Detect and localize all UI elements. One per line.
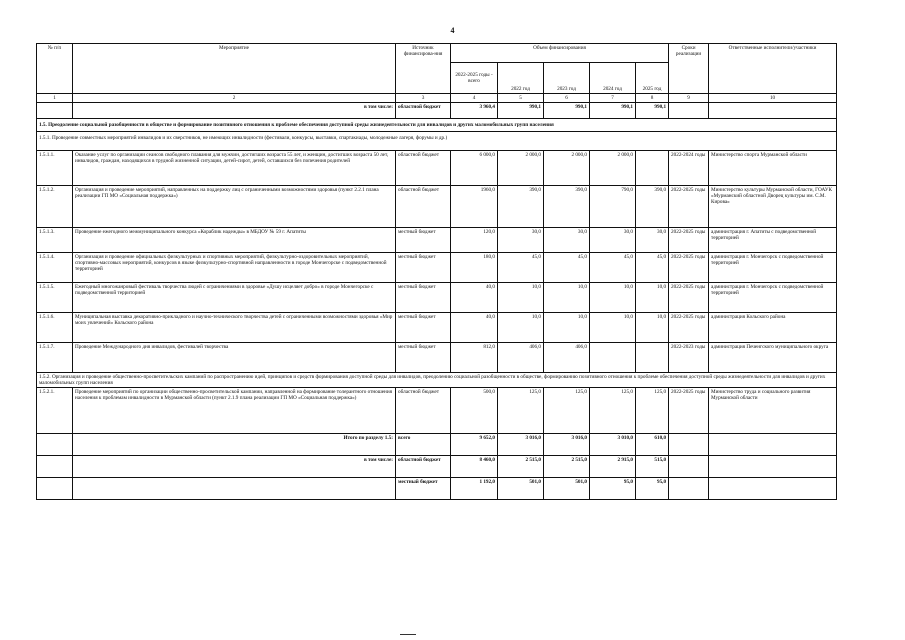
summary-total: 3 960,4 xyxy=(451,103,498,119)
header-row-1 xyxy=(37,44,837,63)
row-2024: 10,0 xyxy=(590,282,636,312)
totals-total: 9 652,0 xyxy=(451,434,498,456)
header-responsible: Ответственные исполнители/участники xyxy=(709,44,837,94)
row-terms: 2022-2023 годы xyxy=(669,342,709,372)
row-2023: 10,0 xyxy=(544,312,590,342)
row-2024: 2 000,0 xyxy=(590,150,636,185)
table-row xyxy=(37,185,837,227)
row-responsible: Министерство культуры Мурманской области, ГОАУК «Мурманский областной Дворец культуры им. С.М. Кирова» xyxy=(709,185,837,227)
col-number: 8 xyxy=(636,94,669,103)
row-source: местный бюджет xyxy=(396,342,451,372)
row-2025 xyxy=(636,150,669,185)
totals-empty xyxy=(669,456,709,478)
row-responsible: администрация г. Мончегорск с подведомственной территорией xyxy=(709,252,837,282)
row-terms: 2022-2025 годы xyxy=(669,282,709,312)
row-2022: 45,0 xyxy=(498,252,544,282)
row-2024: 30,0 xyxy=(590,227,636,252)
table-row xyxy=(37,282,837,312)
row-terms: 2022-2025 годы xyxy=(669,388,709,434)
summary-source: областной бюджет xyxy=(396,103,451,119)
totals-source: местный бюджет xyxy=(396,478,451,500)
totals-empty xyxy=(669,434,709,456)
row-number: 1.5.1.3. xyxy=(37,227,73,252)
subsection-heading: 1.5.1. Проведение совместных мероприятий инвалидов и их сверстников, не имеющих инвалидности (фестивали, конкурсы, выставки, спартакиады, молодежные лагеря, форумы и др.) xyxy=(37,132,837,150)
header-2024: 2024 год xyxy=(590,63,636,94)
col-number: 6 xyxy=(544,94,590,103)
summary-2024: 990,1 xyxy=(590,103,636,119)
row-number: 1.5.1.4. xyxy=(37,252,73,282)
totals-row xyxy=(37,456,837,478)
row-event: Оказание услуг по организации сеансов свободного плавания для мужчин, достигших возраста 55 лет, и женщин, достигших возраста 50 лет, инвалидов, граждан, находящихся в трудной жизненной ситуации, детей-сирот, детей, оставшихся без попечения родителей xyxy=(73,150,396,185)
subsection-heading: 1.5.2. Организация и проведение общественно-просветительских кампаний по распространению идей, принципов и средств формирования доступной среды для инвалидов, преодолению социальной разобщенности в обществе, формированию позитивного отношения к проблеме обеспечения доступной среды жизнедеятельности для инвалидов и других маломобильных групп населения xyxy=(37,372,837,387)
col-number: 2 xyxy=(73,94,396,103)
header-terms: Сроки реализации xyxy=(669,44,709,94)
summary-2022: 990,1 xyxy=(498,103,544,119)
row-responsible: администрация г. Апатиты с подведомственной территорией xyxy=(709,227,837,252)
row-2024: 10,0 xyxy=(590,312,636,342)
row-2023: 10,0 xyxy=(544,282,590,312)
col-number: 10 xyxy=(709,94,837,103)
totals-empty xyxy=(669,478,709,500)
subsection-heading-row xyxy=(37,132,837,150)
row-source: местный бюджет xyxy=(396,227,451,252)
row-event: Проведение мероприятий по организации общественно-просветительской кампании, направленной на формирование толерантного отношения населения к проблемам инвалидности в Мурманской области (пункт 2.1.9 плана реализации ГП МО «Социальная поддержка») xyxy=(73,388,396,434)
row-responsible: Министерство труда и социального развития Мурманской области xyxy=(709,388,837,434)
row-2022: 30,0 xyxy=(498,227,544,252)
row-terms: 2022-2025 годы xyxy=(669,312,709,342)
totals-2023: 2 515,0 xyxy=(544,456,590,478)
totals-2022: 501,0 xyxy=(498,478,544,500)
row-total: 40,0 xyxy=(451,312,498,342)
row-total: 6 000,0 xyxy=(451,150,498,185)
totals-2023: 3 016,0 xyxy=(544,434,590,456)
header-total: 2022-2025 годы - всего xyxy=(451,63,498,94)
row-2023: 30,0 xyxy=(544,227,590,252)
col-number: 9 xyxy=(669,94,709,103)
row-total: 1960,0 xyxy=(451,185,498,227)
row-source: областной бюджет xyxy=(396,150,451,185)
row-event: Проведение Международного дня инвалидов, фестивалей творчества xyxy=(73,342,396,372)
table-row xyxy=(37,227,837,252)
row-total: 120,0 xyxy=(451,227,498,252)
row-2023: 125,0 xyxy=(544,388,590,434)
row-source: местный бюджет xyxy=(396,282,451,312)
row-number: 1.5.1.6. xyxy=(37,312,73,342)
footer-mark xyxy=(400,634,416,635)
row-2022: 125,0 xyxy=(498,388,544,434)
row-terms: 2022-2025 годы xyxy=(669,227,709,252)
row-2022: 2 000,0 xyxy=(498,150,544,185)
row-event: Муниципальная выставка декоративно-прикладного и научно-технического творчества детей с ограниченными возможностями здоровья «Мир моих увлечений» Кольского района xyxy=(73,312,396,342)
row-responsible: Министерство спорта Мурманской области xyxy=(709,150,837,185)
col-number: 4 xyxy=(451,94,498,103)
row-responsible: администрация Кольского района xyxy=(709,312,837,342)
row-2025: 45,0 xyxy=(636,252,669,282)
row-2025: 390,0 xyxy=(636,185,669,227)
row-2025: 10,0 xyxy=(636,312,669,342)
header-num: № п/п xyxy=(37,44,73,94)
row-terms: 2022-2025 годы xyxy=(669,252,709,282)
totals-label xyxy=(73,478,396,500)
row-2023: 406,0 xyxy=(544,342,590,372)
totals-empty xyxy=(709,434,837,456)
col-number: 5 xyxy=(498,94,544,103)
summary-label: в том числе: xyxy=(73,103,396,119)
row-event: Организация и проведение мероприятий, направленных на поддержку лиц с ограниченными возможностями здоровья (пункт 2.2.1 плана реализации ГП МО «Социальная поддержка») xyxy=(73,185,396,227)
header-volume: Объем финансирования xyxy=(451,44,669,63)
row-responsible: администрация г. Мончегорск с подведомственной территорией xyxy=(709,282,837,312)
totals-row xyxy=(37,478,837,500)
section-heading: 1.5. Преодоление социальной разобщенности в обществе и формирование позитивного отношения к проблеме обеспечения доступной среды жизнедеятельности для инвалидов и других маломобильных групп населения xyxy=(37,119,837,132)
row-number: 1.5.1.1. xyxy=(37,150,73,185)
row-2022: 10,0 xyxy=(498,282,544,312)
totals-empty xyxy=(37,434,73,456)
header-2025: 2025 год xyxy=(636,63,669,94)
subsection-heading-row xyxy=(37,372,837,387)
section-heading-row xyxy=(37,119,837,132)
page-number: 4 xyxy=(450,26,455,35)
row-source: областной бюджет xyxy=(396,185,451,227)
table-row xyxy=(37,312,837,342)
table-row xyxy=(37,150,837,185)
row-number: 1.5.1.7. xyxy=(37,342,73,372)
table-row xyxy=(37,388,837,434)
summary-2025: 990,1 xyxy=(636,103,669,119)
totals-2023: 501,0 xyxy=(544,478,590,500)
header-source: Источник финансирова-ния xyxy=(396,44,451,94)
row-total: 500,0 xyxy=(451,388,498,434)
totals-2025: 610,0 xyxy=(636,434,669,456)
totals-2024: 2 915,0 xyxy=(590,456,636,478)
summary-2023: 990,1 xyxy=(544,103,590,119)
totals-label: в том числе: xyxy=(73,456,396,478)
row-2024 xyxy=(590,342,636,372)
financing-table xyxy=(36,43,837,500)
row-2025: 125,0 xyxy=(636,388,669,434)
col-number: 3 xyxy=(396,94,451,103)
table-row xyxy=(37,342,837,372)
row-source: местный бюджет xyxy=(396,252,451,282)
totals-source: всего xyxy=(396,434,451,456)
header-2022: 2022 год xyxy=(498,63,544,94)
row-source: областной бюджет xyxy=(396,388,451,434)
row-2025 xyxy=(636,342,669,372)
totals-empty xyxy=(709,478,837,500)
totals-2022: 2 515,0 xyxy=(498,456,544,478)
row-2024: 790,0 xyxy=(590,185,636,227)
totals-2024: 3 010,0 xyxy=(590,434,636,456)
row-number: 1.5.1.5. xyxy=(37,282,73,312)
row-2024: 125,0 xyxy=(590,388,636,434)
totals-2024: 95,0 xyxy=(590,478,636,500)
row-event: Организация и проведение официальных физкультурных и спортивных мероприятий, физкультурно-оздоровительных мероприятий, спортивно-массовых мероприятий, конкурсов в языке физкультурно-спортивной направленности в городе Мончегорске с подведомственной территорией xyxy=(73,252,396,282)
totals-empty xyxy=(709,456,837,478)
column-number-row xyxy=(37,94,837,103)
row-2022: 390,0 xyxy=(498,185,544,227)
row-2024: 45,0 xyxy=(590,252,636,282)
row-responsible: администрация Печенгского муниципального округа xyxy=(709,342,837,372)
totals-total: 8 460,0 xyxy=(451,456,498,478)
totals-source: областной бюджет xyxy=(396,456,451,478)
row-event: Ежегодный многожанровый фестиваль творчества людей с ограничениями в здоровье «Душу исцеляет добро» в городе Мончегорске с подведомственной территорией xyxy=(73,282,396,312)
row-terms: 2022-2024 годы xyxy=(669,150,709,185)
totals-label: Итого по разделу 1.5: xyxy=(73,434,396,456)
top-summary-row xyxy=(37,103,837,119)
row-2023: 390,0 xyxy=(544,185,590,227)
header-2023: 2023 год xyxy=(544,63,590,94)
totals-2022: 3 016,0 xyxy=(498,434,544,456)
row-2025: 10,0 xyxy=(636,282,669,312)
col-number: 1 xyxy=(37,94,73,103)
header-event: Мероприятие xyxy=(73,44,396,94)
row-2023: 45,0 xyxy=(544,252,590,282)
row-total: 180,0 xyxy=(451,252,498,282)
row-total: 812,0 xyxy=(451,342,498,372)
row-event: Проведение ежегодного межмуниципального конкурса «Кораблик надежды» в МБДОУ № 59 г. Апатиты xyxy=(73,227,396,252)
totals-2025: 515,0 xyxy=(636,456,669,478)
totals-empty xyxy=(37,478,73,500)
row-source: местный бюджет xyxy=(396,312,451,342)
table-row xyxy=(37,252,837,282)
row-terms: 2022-2025 годы xyxy=(669,185,709,227)
row-number: 1.5.2.1. xyxy=(37,388,73,434)
row-2022: 406,0 xyxy=(498,342,544,372)
totals-empty xyxy=(37,456,73,478)
row-2025: 30,0 xyxy=(636,227,669,252)
row-number: 1.5.1.2. xyxy=(37,185,73,227)
row-total: 40,0 xyxy=(451,282,498,312)
totals-2025: 95,0 xyxy=(636,478,669,500)
row-2022: 10,0 xyxy=(498,312,544,342)
col-number: 7 xyxy=(590,94,636,103)
totals-row xyxy=(37,434,837,456)
row-2023: 2 000,0 xyxy=(544,150,590,185)
totals-total: 1 192,0 xyxy=(451,478,498,500)
